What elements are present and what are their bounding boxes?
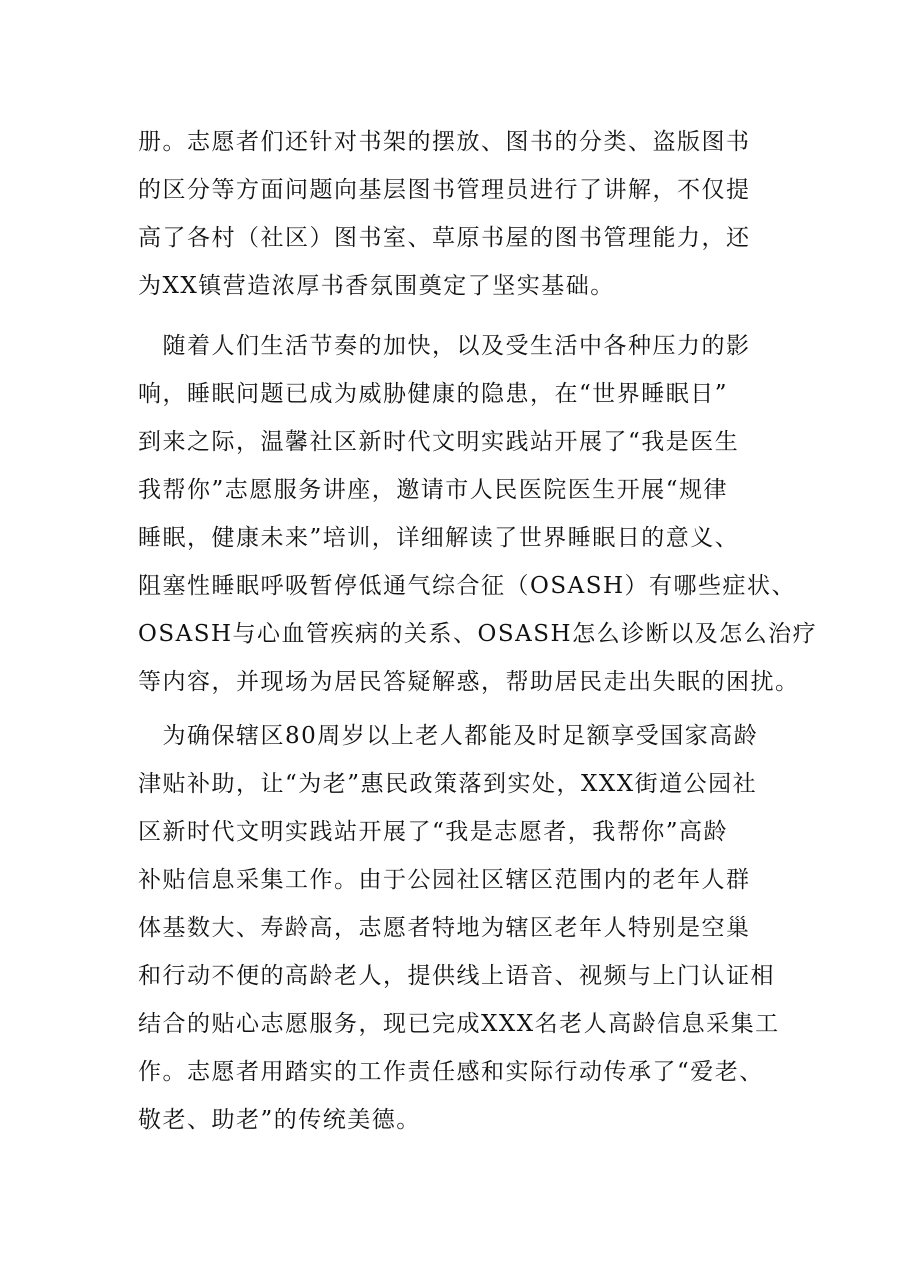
- text-line: 作。志愿者用踏实的工作责任感和实际行动传承了“爱老、: [138, 1059, 764, 1085]
- text-line: 随着人们生活节奏的加快，以及受生活中各种压力的影: [138, 333, 751, 359]
- text-line: 敬老、助老”的传统美德。: [138, 1107, 421, 1133]
- text-line: 体基数大、寿龄高，志愿者特地为辖区老年人特别是空巢: [138, 915, 751, 941]
- text-line: 结合的贴心志愿服务，现已完成XXX名老人高龄信息采集工: [138, 1011, 780, 1037]
- paragraph-elderly-subsidy: [138, 712, 798, 1144]
- text-line: 补贴信息采集工作。由于公园社区辖区范围内的老年人群: [138, 867, 751, 893]
- text-line: 阻塞性睡眠呼吸暂停低通气综合征（OSASH）有哪些症状、: [138, 573, 797, 599]
- text-line: 等内容，并现场为居民答疑解惑，帮助居民走出失眠的困扰。: [138, 669, 800, 695]
- text-line: 区新时代文明实践站开展了“我是志愿者，我帮你”高龄: [138, 819, 729, 845]
- text-line: 我帮你”志愿服务讲座，邀请市人民医院医生开展“规律: [138, 477, 729, 503]
- text-line: 的区分等方面问题向基层图书管理员进行了讲解，不仅提: [138, 177, 751, 203]
- text-line: 睡眠，健康未来”培训，详细解读了世界睡眠日的意义、: [138, 525, 740, 551]
- text-line: 到来之际，温馨社区新时代文明实践站开展了“我是医生: [138, 429, 740, 455]
- paragraph-library-volunteers: [138, 118, 798, 310]
- paragraph-sleep-lecture: [138, 322, 818, 706]
- text-line: 响，睡眠问题已成为威胁健康的隐患，在“世界睡眠日”: [138, 381, 729, 407]
- text-line: OSASH与心血管疾病的关系、OSASH怎么诊断以及怎么治疗: [138, 621, 818, 647]
- text-line: 津贴补助，让“为老”惠民政策落到实处，XXX街道公园社: [138, 771, 758, 797]
- text-line: 高了各村（社区）图书室、草原书屋的图书管理能力，还: [138, 225, 751, 251]
- text-line: 为确保辖区80周岁以上老人都能及时足额享受国家高龄: [138, 723, 759, 749]
- text-line: 和行动不便的高龄老人，提供线上语音、视频与上门认证相: [138, 963, 775, 989]
- text-line: 为XX镇营造浓厚书香氛围奠定了坚实基础。: [138, 273, 615, 299]
- text-line: 册。志愿者们还针对书架的摆放、图书的分类、盗版图书: [138, 129, 751, 155]
